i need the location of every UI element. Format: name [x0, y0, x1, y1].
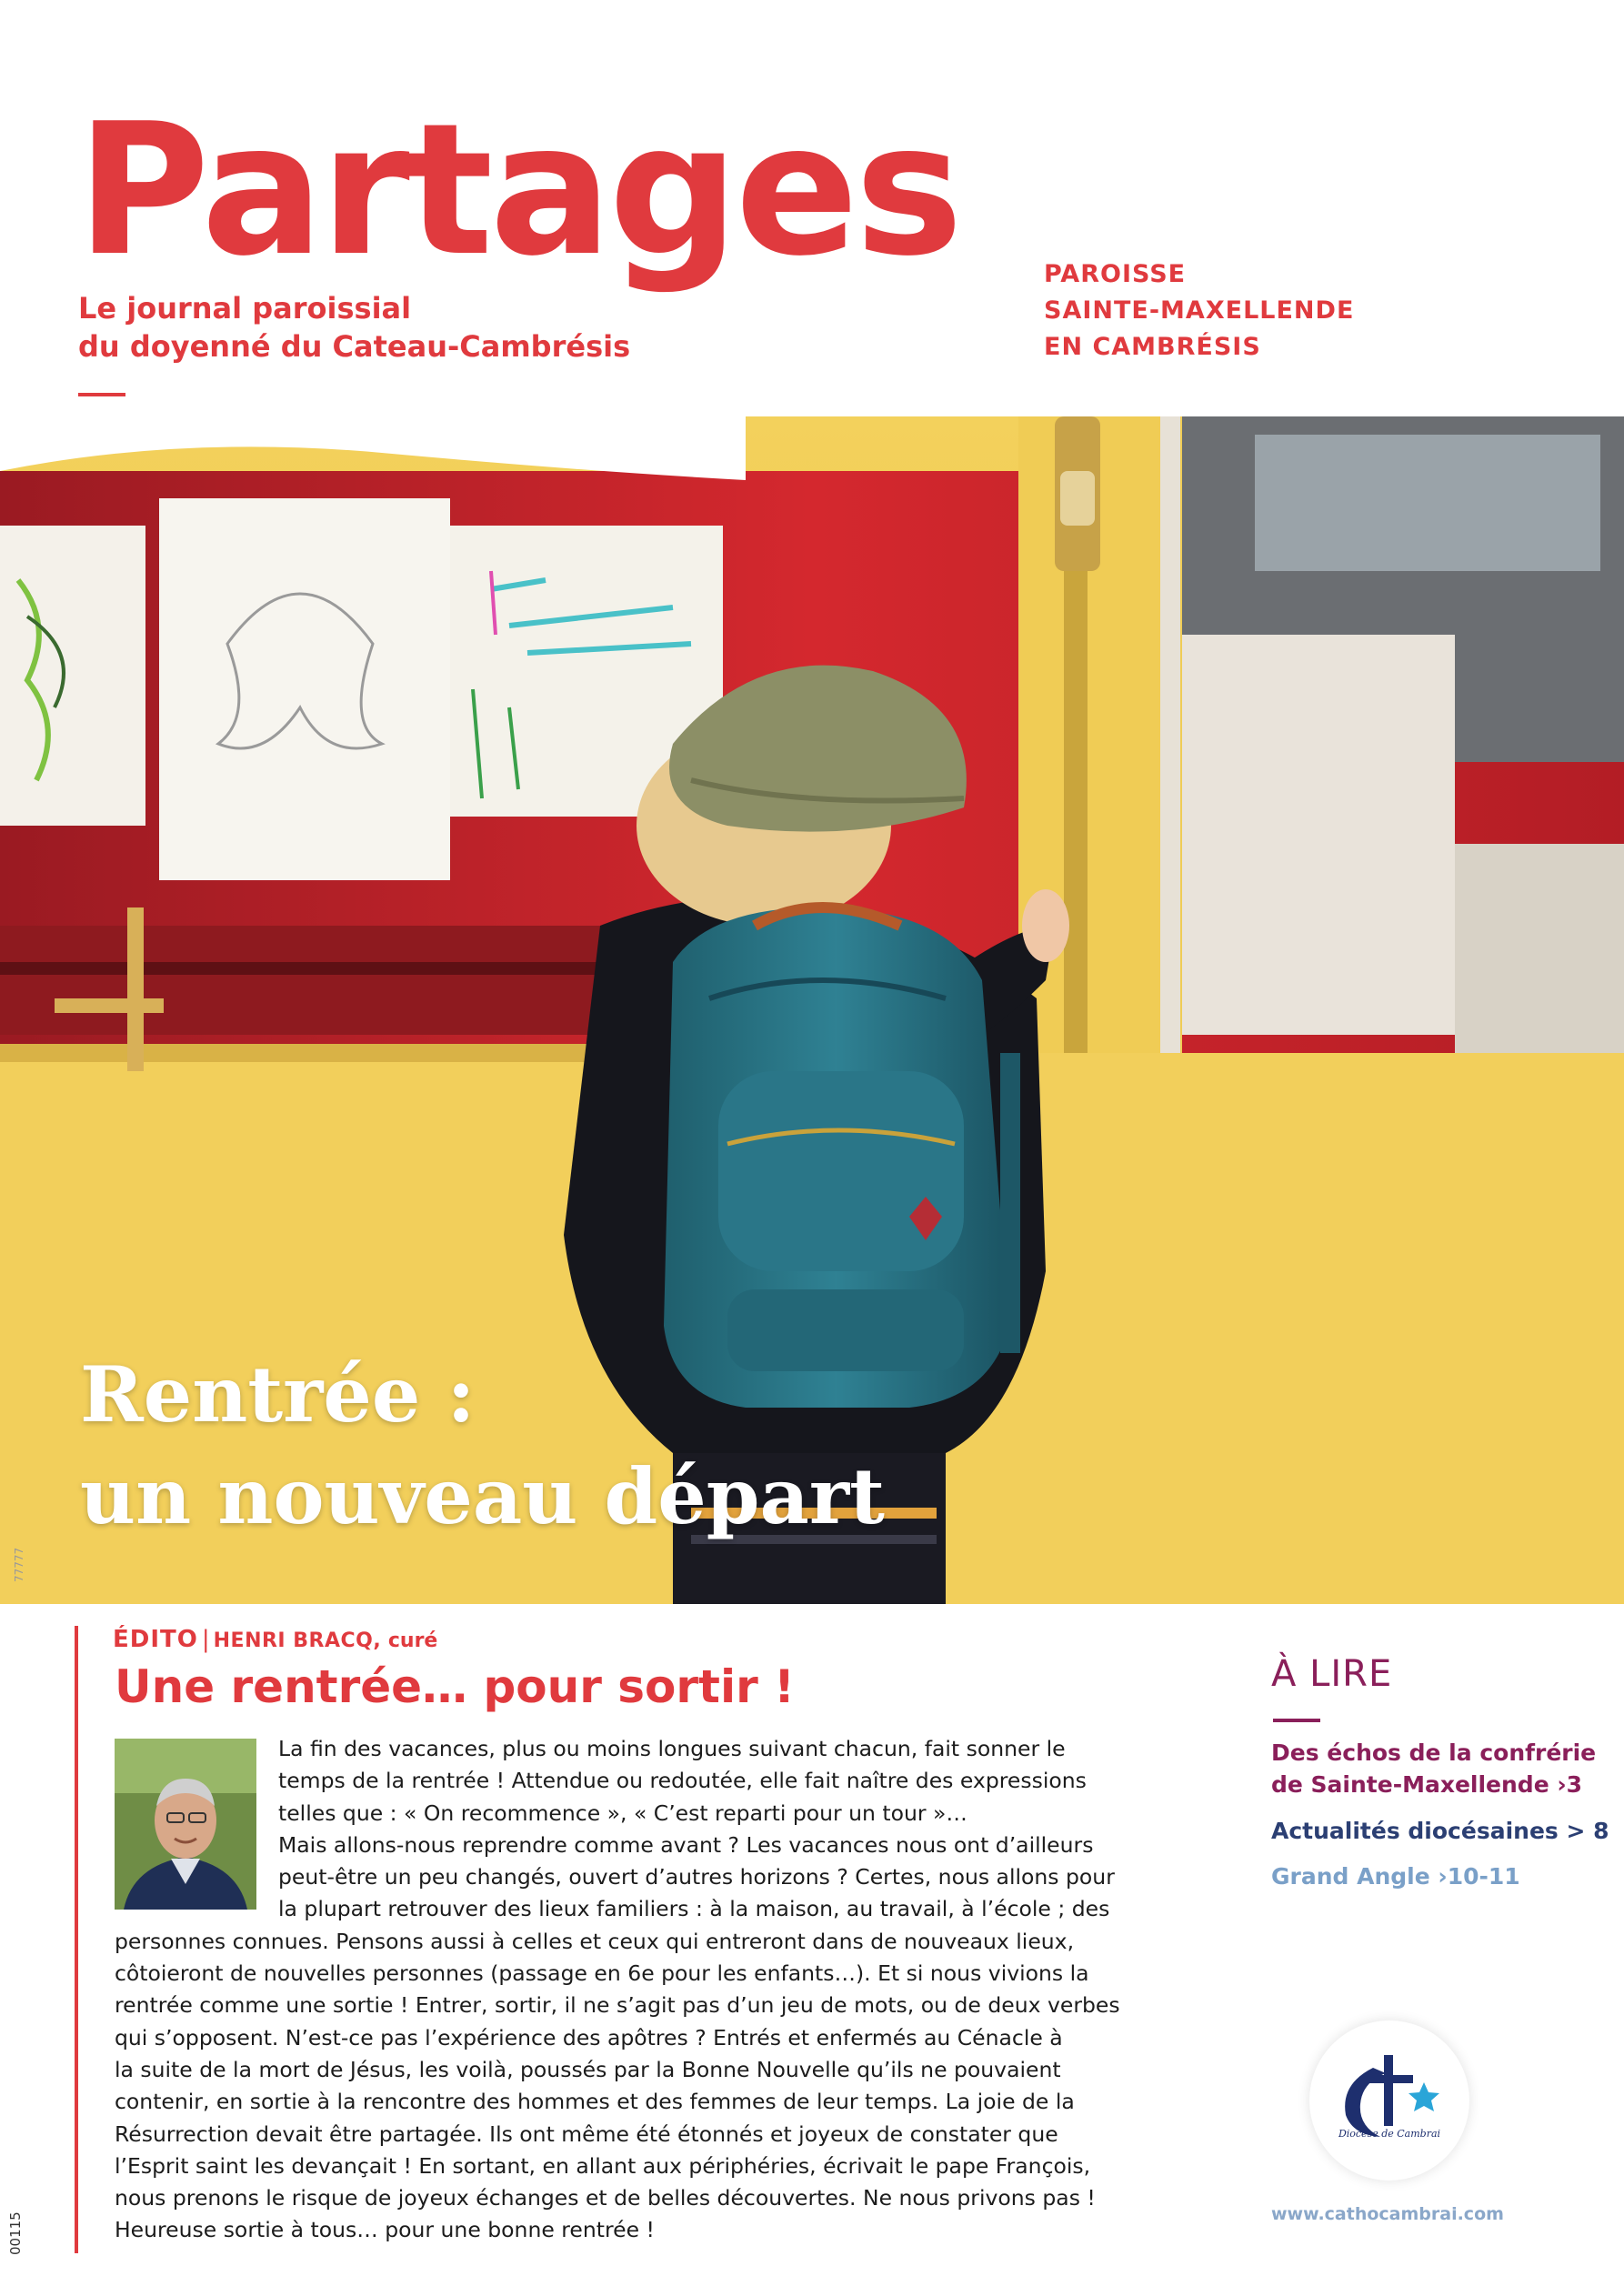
edito-line: la suite de la mort de Jésus, les voilà, poussés par la Bonne Nouvelle qu’ils ne pouvaient — [115, 2056, 1061, 2082]
masthead-title: Partages — [76, 85, 960, 296]
cover-headline — [80, 1344, 1080, 1548]
cover-headline-line-2: un nouveau départ — [80, 1451, 885, 1541]
sidebar-title: À LIRE — [1271, 1653, 1393, 1695]
edito-line: La fin des vacances, plus ou moins longues suivant chacun, fait sonner le — [278, 1736, 1066, 1761]
cover-headline-line-1: Rentrée : — [80, 1349, 476, 1439]
parish-line-2: SAINTE-MAXELLENDE — [1044, 296, 1355, 325]
edito-line: Résurrection devait être partagée. Ils ont même été étonnés et joyeux de constater que — [115, 2121, 1058, 2147]
diocese-logo-caption: Diocèse de Cambrai — [1338, 2128, 1441, 2140]
parish-line-3: EN CAMBRÉSIS — [1044, 333, 1261, 361]
edito-bar — [75, 1626, 78, 2253]
edito-line: temps de la rentrée ! Attendue ou redoutée, elle fait naître des expressions — [278, 1768, 1087, 1794]
divider — [78, 393, 125, 396]
sidebar-divider — [1273, 1719, 1320, 1722]
parish-line-1: PAROISSE — [1044, 260, 1187, 288]
toc-item-line: Actualités diocésaines > 8 — [1271, 1818, 1609, 1844]
edito-line: peut-être un peu changés, ouvert d’autres horizons ? Certes, nous allons pour — [278, 1864, 1115, 1890]
edito-author: HENRI BRACQ, — [213, 1629, 382, 1652]
toc-item-line: de Sainte-Maxellende ›3 — [1271, 1771, 1583, 1798]
parish-name — [1044, 256, 1354, 366]
website-link[interactable]: www.cathocambrai.com — [1271, 2204, 1504, 2224]
edito-line: qui s’opposent. N’est-ce pas l’expérience des apôtres ? Entrés et enfermés au Cénacle à — [115, 2024, 1063, 2050]
edito-separator: | — [201, 1626, 210, 1653]
side-code: 00115 — [7, 2211, 24, 2255]
edito-line: nous prenons le risque de joyeux échanges et de belles découvertes. Ne nous privons pas ! — [115, 2185, 1096, 2211]
cross-icon — [1309, 2020, 1469, 2181]
edito-line: Heureuse sortie à tous… pour une bonne rentrée ! — [115, 2217, 655, 2243]
toc-item-confrerie[interactable] — [1271, 1737, 1596, 1800]
toc-item-line: Grand Angle ›10-11 — [1271, 1863, 1520, 1890]
edito-line: Mais allons-nous reprendre comme avant ? Les vacances nous ont d’ailleurs — [278, 1831, 1094, 1858]
subtitle-line-1: Le journal paroissial — [78, 291, 412, 326]
edito-line: personnes connues. Pensons aussi à celles et ceux qui entreront dans de nouveaux lieux, — [115, 1928, 1075, 1954]
toc-item-grand-angle[interactable] — [1271, 1860, 1520, 1892]
edito-line: rentrée comme une sortie ! Entrer, sortir, il ne s’agit pas d’un jeu de mots, ou de deux verbes — [115, 1992, 1120, 2019]
edito-body — [115, 1733, 1151, 2247]
cover-photo — [0, 416, 1624, 1604]
edito-kicker — [113, 1626, 437, 1653]
side-mark: 77777 — [13, 1547, 25, 1582]
diocese-logo — [1309, 2020, 1469, 2181]
edito-label: ÉDITO — [113, 1626, 198, 1653]
edito-line: l’Esprit saint les devançait ! En sortant, en allant aux périphéries, écrivait le pape François, — [115, 2152, 1091, 2179]
edito-line: côtoieront de nouvelles personnes (passage en 6e pour les enfants…). Et si nous vivions la — [115, 1960, 1089, 1987]
edito-title: Une rentrée… pour sortir ! — [115, 1660, 795, 1713]
edito-line: telles que : « On recommence », « C’est reparti pour un tour »… — [278, 1800, 967, 1826]
edito-line: la plupart retrouver des lieux familiers : à la maison, au travail, à l’école ; des — [278, 1896, 1110, 1922]
edito-line: contenir, en sortie à la rencontre des hommes et des femmes de leur temps. La joie de la — [115, 2089, 1075, 2115]
masthead-subtitle — [78, 289, 897, 366]
toc-item-actualites[interactable] — [1271, 1815, 1609, 1847]
edito-author-role: curé — [381, 1629, 438, 1652]
toc-item-line: Des échos de la confrérie — [1271, 1740, 1597, 1766]
subtitle-line-2: du doyenné du Cateau-Cambrésis — [78, 329, 631, 364]
